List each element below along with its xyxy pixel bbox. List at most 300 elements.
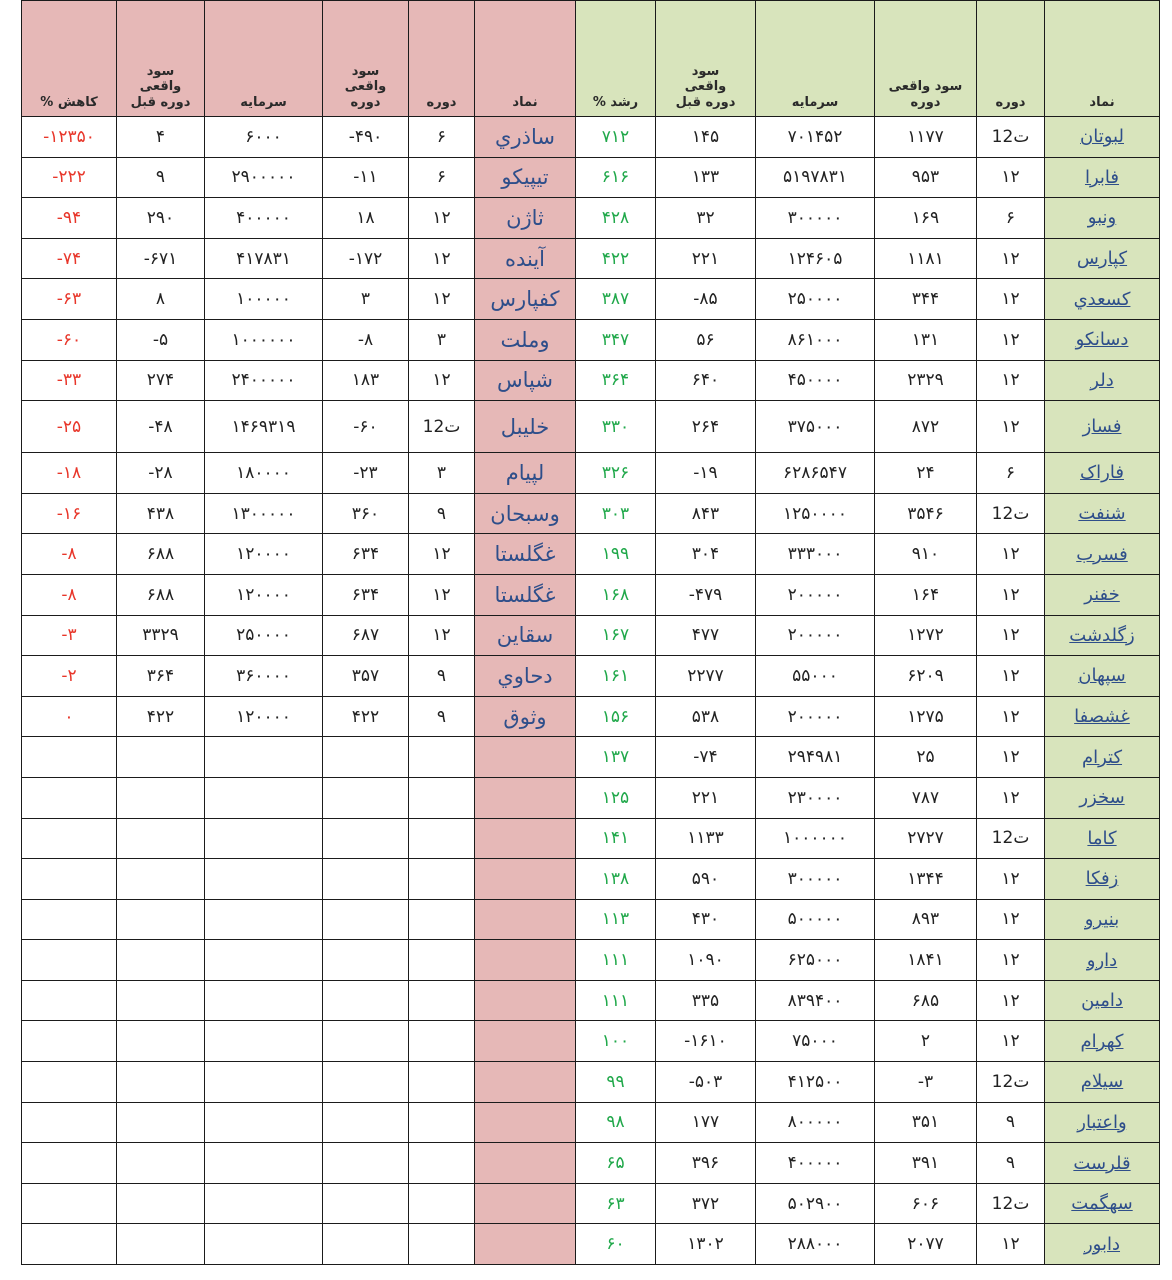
table-row (22, 615, 1160, 656)
right-growth-pct-cell: ۹۸ (576, 1102, 656, 1143)
left-symbol-cell (475, 1143, 576, 1184)
right-real-profit-cell: ۶۰۶ (875, 1183, 977, 1224)
right-period-cell: ۱۲ (977, 279, 1045, 320)
right-capital-cell: ۵۵۰۰۰ (756, 656, 875, 697)
right-growth-pct-cell: ۱۲۵ (576, 777, 656, 818)
right-capital-cell: ۶۲۵۰۰۰ (756, 940, 875, 981)
right-growth-pct-cell: ۴۲۲ (576, 238, 656, 279)
right-period-cell: 12ت (977, 493, 1045, 534)
left-symbol-cell (475, 980, 576, 1021)
left-real-profit-cell: -۸ (323, 319, 409, 360)
left-period-cell (409, 777, 475, 818)
right-prev-real-profit-cell: ۵۳۸ (656, 696, 756, 737)
right-prev-real-profit-cell: ۶۴۰ (656, 360, 756, 401)
left-prev-real-profit-cell: ۴۲۲ (117, 696, 205, 737)
left-capital-cell: ۱۴۶۹۳۱۹ (205, 401, 323, 453)
right-prev-real-profit-cell: ۳۷۲ (656, 1183, 756, 1224)
left-period-cell (409, 1224, 475, 1265)
left-symbol-cell (475, 1102, 576, 1143)
left-capital-cell (205, 1143, 323, 1184)
left-period-cell: ۱۲ (409, 615, 475, 656)
right-prev-real-profit-cell: ۱۰۹۰ (656, 940, 756, 981)
right-real-profit-cell: ۶۸۵ (875, 980, 977, 1021)
left-capital-cell: ۱۳۰۰۰۰۰ (205, 493, 323, 534)
right-real-profit-cell: ۷۸۷ (875, 777, 977, 818)
right-growth-pct-cell: ۱۳۸ (576, 859, 656, 900)
right-growth-pct-cell: ۱۱۱ (576, 980, 656, 1021)
left-prev-real-profit-cell: ۳۳۲۹ (117, 615, 205, 656)
right-capital-cell: ۸۳۹۴۰۰ (756, 980, 875, 1021)
left-symbol-cell (475, 1224, 576, 1265)
right-prev-real-profit-cell: ۳۰۴ (656, 534, 756, 575)
right-real-profit-cell: ۱۳۱ (875, 319, 977, 360)
right-period-cell: ۱۲ (977, 615, 1045, 656)
left-real-profit-cell: ۱۸۳ (323, 360, 409, 401)
left-real-profit-cell: -۱۷۲ (323, 238, 409, 279)
left-real-profit-cell (323, 1021, 409, 1062)
right-growth-pct-cell: ۶۵ (576, 1143, 656, 1184)
right-capital-cell: ۱۲۵۰۰۰۰ (756, 493, 875, 534)
right-capital-cell: ۲۵۰۰۰۰ (756, 279, 875, 320)
left-period-cell: ۹ (409, 656, 475, 697)
left-prev-real-profit-cell (117, 980, 205, 1021)
left-prev-real-profit-cell (117, 1224, 205, 1265)
right-prev-real-profit-cell: ۴۳۰ (656, 899, 756, 940)
left-decrease-pct-cell (22, 899, 117, 940)
right-growth-pct-cell: ۶۰ (576, 1224, 656, 1265)
right-real-profit-cell: ۸۷۲ (875, 401, 977, 453)
right-growth-pct-cell: ۱۱۳ (576, 899, 656, 940)
left-period-cell: ۳ (409, 319, 475, 360)
left-prev-real-profit-cell (117, 777, 205, 818)
right-growth-pct-cell: ۳۴۷ (576, 319, 656, 360)
right-prev-real-profit-cell: ۵۶ (656, 319, 756, 360)
left-capital-cell (205, 899, 323, 940)
left-symbol-cell: كفپارس (475, 279, 576, 320)
right-real-profit-cell: ۲۰۷۷ (875, 1224, 977, 1265)
left-decrease-pct-cell: -۲۵ (22, 401, 117, 453)
left-decrease-pct-cell: -۸ (22, 534, 117, 575)
left-symbol-cell (475, 737, 576, 778)
left-capital-cell (205, 1183, 323, 1224)
left-decrease-pct-cell: -۲ (22, 656, 117, 697)
left-real-profit-cell: ۳ (323, 279, 409, 320)
right-real-profit-cell: ۳۵۴۶ (875, 493, 977, 534)
right-period-cell: ۱۲ (977, 574, 1045, 615)
left-capital-cell (205, 818, 323, 859)
left-symbol-cell: غگلستا (475, 574, 576, 615)
header-left-period: دوره (409, 1, 475, 117)
left-decrease-pct-cell (22, 1183, 117, 1224)
right-symbol-cell: بنیرو (1045, 899, 1160, 940)
table-row (22, 453, 1160, 494)
left-prev-real-profit-cell: ۹ (117, 157, 205, 198)
right-real-profit-cell: ۱۳۴۴ (875, 859, 977, 900)
left-decrease-pct-cell (22, 940, 117, 981)
left-real-profit-cell: ۳۵۷ (323, 656, 409, 697)
right-prev-real-profit-cell: -۷۴ (656, 737, 756, 778)
left-symbol-cell: ساذري (475, 117, 576, 158)
header-right-symbol: نماد (1045, 1, 1160, 117)
left-symbol-cell: لپيام (475, 453, 576, 494)
right-prev-real-profit-cell: ۴۷۷ (656, 615, 756, 656)
left-capital-cell (205, 1021, 323, 1062)
left-real-profit-cell (323, 777, 409, 818)
left-period-cell: ۶ (409, 117, 475, 158)
right-symbol-cell: لبوتان (1045, 117, 1160, 158)
right-real-profit-cell: ۶۲۰۹ (875, 656, 977, 697)
table-row (22, 157, 1160, 198)
left-prev-real-profit-cell (117, 737, 205, 778)
left-prev-real-profit-cell: -۲۸ (117, 453, 205, 494)
left-decrease-pct-cell: -۹۴ (22, 198, 117, 239)
right-capital-cell: ۴۰۰۰۰۰ (756, 1143, 875, 1184)
right-symbol-cell: فسرب (1045, 534, 1160, 575)
right-symbol-cell: سپهان (1045, 656, 1160, 697)
right-symbol-cell: فاراک (1045, 453, 1160, 494)
left-period-cell: ۹ (409, 493, 475, 534)
right-prev-real-profit-cell: ۱۷۷ (656, 1102, 756, 1143)
right-symbol-cell: فساز (1045, 401, 1160, 453)
left-prev-real-profit-cell: ۲۷۴ (117, 360, 205, 401)
left-period-cell (409, 940, 475, 981)
right-prev-real-profit-cell: ۲۲۱ (656, 238, 756, 279)
table-row (22, 534, 1160, 575)
left-prev-real-profit-cell: ۲۹۰ (117, 198, 205, 239)
right-symbol-cell: سخزر (1045, 777, 1160, 818)
left-decrease-pct-cell: -۱۸ (22, 453, 117, 494)
right-period-cell: ۱۲ (977, 777, 1045, 818)
right-symbol-cell: زگلدشت (1045, 615, 1160, 656)
left-decrease-pct-cell: -۳ (22, 615, 117, 656)
right-period-cell: ۱۲ (977, 899, 1045, 940)
right-prev-real-profit-cell: -۱۹ (656, 453, 756, 494)
right-capital-cell: ۴۵۰۰۰۰ (756, 360, 875, 401)
right-symbol-cell: قلرست (1045, 1143, 1160, 1184)
left-capital-cell: ۶۰۰۰ (205, 117, 323, 158)
right-prev-real-profit-cell: -۸۵ (656, 279, 756, 320)
left-symbol-cell (475, 1183, 576, 1224)
right-real-profit-cell: ۳۵۱ (875, 1102, 977, 1143)
right-period-cell: ۱۲ (977, 360, 1045, 401)
left-decrease-pct-cell (22, 980, 117, 1021)
left-capital-cell: ۲۵۰۰۰۰ (205, 615, 323, 656)
left-symbol-cell: آينده (475, 238, 576, 279)
right-capital-cell: ۲۰۰۰۰۰ (756, 574, 875, 615)
left-prev-real-profit-cell: ۴ (117, 117, 205, 158)
left-real-profit-cell (323, 1183, 409, 1224)
left-period-cell (409, 1062, 475, 1103)
left-symbol-cell (475, 859, 576, 900)
right-capital-cell: ۲۹۴۹۸۱ (756, 737, 875, 778)
header-growth-pct: % رشد (576, 1, 656, 117)
right-capital-cell: ۵۱۹۷۸۳۱ (756, 157, 875, 198)
left-capital-cell (205, 1062, 323, 1103)
right-capital-cell: ۷۰۱۴۵۲ (756, 117, 875, 158)
table-row (22, 737, 1160, 778)
left-real-profit-cell (323, 1102, 409, 1143)
left-real-profit-cell (323, 1143, 409, 1184)
right-period-cell: 12ت (977, 1062, 1045, 1103)
right-period-cell: ۱۲ (977, 319, 1045, 360)
right-real-profit-cell: ۱۲۷۵ (875, 696, 977, 737)
right-period-cell: ۱۲ (977, 696, 1045, 737)
left-symbol-cell (475, 899, 576, 940)
table-row (22, 401, 1160, 453)
left-symbol-cell (475, 1021, 576, 1062)
left-prev-real-profit-cell (117, 859, 205, 900)
table-row (22, 198, 1160, 239)
table-row (22, 1224, 1160, 1265)
right-growth-pct-cell: ۱۶۱ (576, 656, 656, 697)
table-row (22, 319, 1160, 360)
right-growth-pct-cell: ۴۲۸ (576, 198, 656, 239)
right-symbol-cell: سهگمت (1045, 1183, 1160, 1224)
right-symbol-cell: خفنر (1045, 574, 1160, 615)
left-capital-cell: ۲۴۰۰۰۰۰ (205, 360, 323, 401)
left-period-cell: ۱۲ (409, 534, 475, 575)
left-real-profit-cell (323, 737, 409, 778)
left-capital-cell (205, 1102, 323, 1143)
left-real-profit-cell: -۶۰ (323, 401, 409, 453)
table-row (22, 117, 1160, 158)
table-row (22, 899, 1160, 940)
right-capital-cell: ۸۶۱۰۰۰ (756, 319, 875, 360)
right-real-profit-cell: -۳ (875, 1062, 977, 1103)
left-symbol-cell: خليبل (475, 401, 576, 453)
left-decrease-pct-cell: -۷۴ (22, 238, 117, 279)
right-growth-pct-cell: ۱۳۷ (576, 737, 656, 778)
left-decrease-pct-cell (22, 777, 117, 818)
left-real-profit-cell (323, 899, 409, 940)
left-period-cell: ۳ (409, 453, 475, 494)
left-symbol-cell: وسبحان (475, 493, 576, 534)
right-symbol-cell: دامين (1045, 980, 1160, 1021)
left-real-profit-cell: -۱۱ (323, 157, 409, 198)
left-period-cell: ۹ (409, 696, 475, 737)
header-right-prev-real-profit: سود واقعی دوره قبل (656, 1, 756, 117)
left-real-profit-cell: -۲۳ (323, 453, 409, 494)
right-symbol-cell: دلر (1045, 360, 1160, 401)
right-period-cell: ۱۲ (977, 157, 1045, 198)
right-symbol-cell: کپارس (1045, 238, 1160, 279)
right-capital-cell: ۱۲۴۶۰۵ (756, 238, 875, 279)
left-period-cell: ۱۲ (409, 574, 475, 615)
table-row (22, 493, 1160, 534)
table-row (22, 777, 1160, 818)
table-row (22, 818, 1160, 859)
left-prev-real-profit-cell (117, 940, 205, 981)
left-period-cell (409, 818, 475, 859)
left-symbol-cell: وملت (475, 319, 576, 360)
header-left-prev-real-profit: سود واقعی دوره قبل (117, 1, 205, 117)
left-real-profit-cell (323, 940, 409, 981)
right-prev-real-profit-cell: ۲۶۴ (656, 401, 756, 453)
right-real-profit-cell: ۲۴ (875, 453, 977, 494)
right-growth-pct-cell: ۶۳ (576, 1183, 656, 1224)
left-decrease-pct-cell (22, 1143, 117, 1184)
header-left-symbol: نماد (475, 1, 576, 117)
left-capital-cell: ۴۱۷۸۳۱ (205, 238, 323, 279)
left-capital-cell: ۱۲۰۰۰۰ (205, 534, 323, 575)
right-symbol-cell: واعتبار (1045, 1102, 1160, 1143)
left-symbol-cell: سقاين (475, 615, 576, 656)
right-period-cell: 12ت (977, 117, 1045, 158)
left-period-cell: ۱۲ (409, 360, 475, 401)
left-symbol-cell: وثوق (475, 696, 576, 737)
header-right-capital: سرمایه (756, 1, 875, 117)
left-prev-real-profit-cell (117, 818, 205, 859)
left-decrease-pct-cell (22, 1224, 117, 1265)
right-symbol-cell: سیلام (1045, 1062, 1160, 1103)
left-capital-cell: ۴۰۰۰۰۰ (205, 198, 323, 239)
table-row (22, 574, 1160, 615)
table-row (22, 656, 1160, 697)
left-prev-real-profit-cell (117, 1062, 205, 1103)
left-real-profit-cell: ۳۶۰ (323, 493, 409, 534)
right-period-cell: ۹ (977, 1143, 1045, 1184)
left-prev-real-profit-cell: ۳۶۴ (117, 656, 205, 697)
right-growth-pct-cell: ۱۶۸ (576, 574, 656, 615)
right-real-profit-cell: ۹۱۰ (875, 534, 977, 575)
table-row (22, 1143, 1160, 1184)
left-prev-real-profit-cell: -۶۷۱ (117, 238, 205, 279)
left-capital-cell (205, 737, 323, 778)
left-period-cell (409, 859, 475, 900)
left-symbol-cell (475, 1062, 576, 1103)
right-symbol-cell: دارو (1045, 940, 1160, 981)
left-period-cell: ۱۲ (409, 279, 475, 320)
left-real-profit-cell (323, 859, 409, 900)
right-growth-pct-cell: ۳۶۴ (576, 360, 656, 401)
table-row (22, 279, 1160, 320)
left-decrease-pct-cell: ۰ (22, 696, 117, 737)
left-period-cell: 12ت (409, 401, 475, 453)
left-prev-real-profit-cell (117, 1021, 205, 1062)
right-period-cell: ۱۲ (977, 656, 1045, 697)
right-symbol-cell: دسانکو (1045, 319, 1160, 360)
right-capital-cell: ۱۰۰۰۰۰۰ (756, 818, 875, 859)
right-growth-pct-cell: ۹۹ (576, 1062, 656, 1103)
right-period-cell: ۱۲ (977, 980, 1045, 1021)
left-decrease-pct-cell (22, 737, 117, 778)
right-capital-cell: ۷۵۰۰۰ (756, 1021, 875, 1062)
left-real-profit-cell (323, 1062, 409, 1103)
left-capital-cell (205, 940, 323, 981)
left-capital-cell: ۱۲۰۰۰۰ (205, 696, 323, 737)
right-period-cell: ۱۲ (977, 534, 1045, 575)
right-capital-cell: ۲۰۰۰۰۰ (756, 696, 875, 737)
left-capital-cell (205, 859, 323, 900)
left-prev-real-profit-cell: -۴۸ (117, 401, 205, 453)
left-period-cell (409, 1143, 475, 1184)
right-symbol-cell: کاما (1045, 818, 1160, 859)
left-period-cell (409, 899, 475, 940)
right-prev-real-profit-cell: -۱۶۱۰ (656, 1021, 756, 1062)
right-capital-cell: ۲۳۰۰۰۰ (756, 777, 875, 818)
table-row (22, 859, 1160, 900)
left-capital-cell: ۱۰۰۰۰۰ (205, 279, 323, 320)
right-symbol-cell: غشصفا (1045, 696, 1160, 737)
right-prev-real-profit-cell: ۳۲ (656, 198, 756, 239)
right-real-profit-cell: ۲۳۲۹ (875, 360, 977, 401)
left-period-cell (409, 1102, 475, 1143)
header-row (22, 1, 1160, 117)
left-capital-cell (205, 777, 323, 818)
left-decrease-pct-cell: -۸ (22, 574, 117, 615)
left-period-cell: ۱۲ (409, 198, 475, 239)
left-prev-real-profit-cell: ۸ (117, 279, 205, 320)
left-decrease-pct-cell (22, 1062, 117, 1103)
right-prev-real-profit-cell: ۵۹۰ (656, 859, 756, 900)
right-prev-real-profit-cell: ۳۹۶ (656, 1143, 756, 1184)
right-symbol-cell: زفکا (1045, 859, 1160, 900)
table-row (22, 1183, 1160, 1224)
right-growth-pct-cell: ۱۰۰ (576, 1021, 656, 1062)
left-capital-cell: ۳۶۰۰۰۰ (205, 656, 323, 697)
left-capital-cell: ۱۰۰۰۰۰۰ (205, 319, 323, 360)
right-real-profit-cell: ۳۴۴ (875, 279, 977, 320)
right-real-profit-cell: ۱۲۷۲ (875, 615, 977, 656)
left-decrease-pct-cell: -۱۲۳۵۰ (22, 117, 117, 158)
right-period-cell: ۱۲ (977, 1224, 1045, 1265)
right-capital-cell: ۲۸۸۰۰۰ (756, 1224, 875, 1265)
left-symbol-cell (475, 818, 576, 859)
left-capital-cell: ۱۲۰۰۰۰ (205, 574, 323, 615)
left-decrease-pct-cell: -۳۳ (22, 360, 117, 401)
right-capital-cell: ۸۰۰۰۰۰ (756, 1102, 875, 1143)
right-prev-real-profit-cell: ۳۳۵ (656, 980, 756, 1021)
left-symbol-cell: غگلستا (475, 534, 576, 575)
right-capital-cell: ۵۰۰۰۰۰ (756, 899, 875, 940)
left-prev-real-profit-cell: -۵ (117, 319, 205, 360)
left-real-profit-cell: ۱۸ (323, 198, 409, 239)
right-growth-pct-cell: ۱۴۱ (576, 818, 656, 859)
left-real-profit-cell: ۶۸۷ (323, 615, 409, 656)
table-row (22, 940, 1160, 981)
left-decrease-pct-cell: -۱۶ (22, 493, 117, 534)
profit-comparison-table (21, 0, 1160, 1265)
right-capital-cell: ۳۷۵۰۰۰ (756, 401, 875, 453)
left-period-cell (409, 980, 475, 1021)
right-symbol-cell: کترام (1045, 737, 1160, 778)
left-prev-real-profit-cell (117, 1183, 205, 1224)
right-prev-real-profit-cell: ۲۲۷۷ (656, 656, 756, 697)
left-capital-cell (205, 1224, 323, 1265)
table-row (22, 238, 1160, 279)
right-period-cell: ۱۲ (977, 1021, 1045, 1062)
table-row (22, 980, 1160, 1021)
right-period-cell: ۶ (977, 198, 1045, 239)
right-period-cell: ۱۲ (977, 238, 1045, 279)
right-prev-real-profit-cell: ۱۱۳۳ (656, 818, 756, 859)
right-prev-real-profit-cell: ۱۳۳ (656, 157, 756, 198)
header-right-real-profit: سود واقعی دوره (875, 1, 977, 117)
left-symbol-cell (475, 777, 576, 818)
right-symbol-cell: کسعدي (1045, 279, 1160, 320)
right-prev-real-profit-cell: ۱۴۵ (656, 117, 756, 158)
right-growth-pct-cell: ۱۱۱ (576, 940, 656, 981)
right-period-cell: ۱۲ (977, 737, 1045, 778)
right-real-profit-cell: ۱۶۹ (875, 198, 977, 239)
right-growth-pct-cell: ۳۰۳ (576, 493, 656, 534)
left-decrease-pct-cell (22, 859, 117, 900)
right-real-profit-cell: ۱۱۸۱ (875, 238, 977, 279)
right-prev-real-profit-cell: ۸۴۳ (656, 493, 756, 534)
left-real-profit-cell: ۶۳۴ (323, 534, 409, 575)
left-real-profit-cell (323, 980, 409, 1021)
right-real-profit-cell: ۱۸۴۱ (875, 940, 977, 981)
